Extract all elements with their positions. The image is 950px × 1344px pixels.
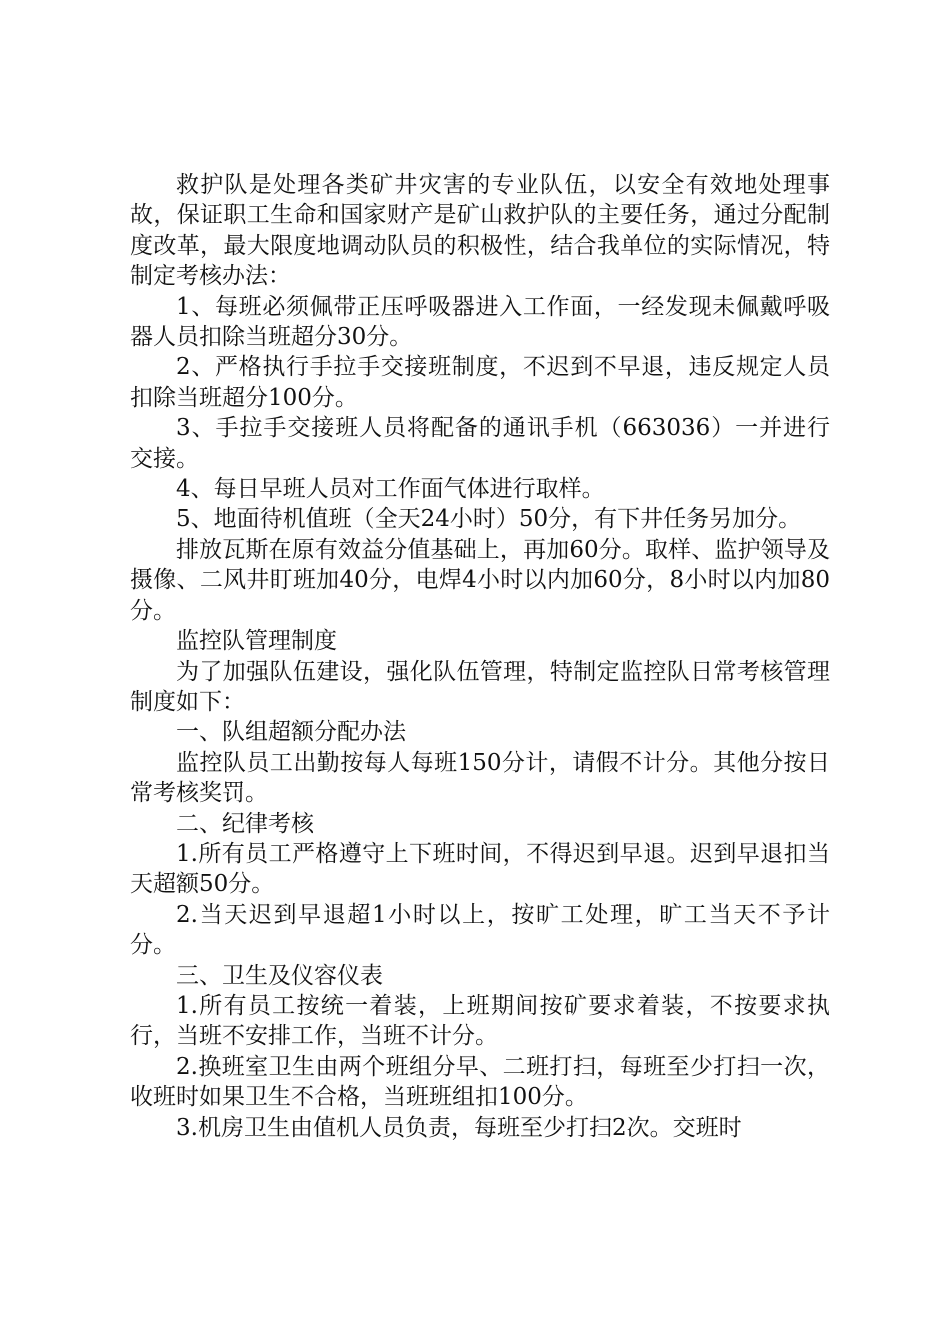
rule-5-paragraph: 5、地面待机值班（全天24小时）50分，有下井任务另加分。 xyxy=(176,506,802,533)
gas-bonus-paragraph: 排放瓦斯在原有效益分值基础上，再加60分。取样、监护领导及摄像、二风井盯班加40分，电焊4小时以内加60分，8小时以内加80分。 xyxy=(130,536,830,624)
rule-2-paragraph: 2、严格执行手拉手交接班制度，不迟到不早退，违反规定人员扣除当班超分100分。 xyxy=(130,354,830,411)
discipline-2-paragraph: 2.当天迟到早退超1小时以上，按旷工处理，旷工当天不予计分。 xyxy=(130,901,830,959)
quota-paragraph: 监控队员工出勤按每人每班150分计，请假不计分。其他分按日常考核奖罚。 xyxy=(130,749,830,807)
heading-hygiene-appearance: 三、卫生及仪容仪表 xyxy=(176,962,383,989)
intro-paragraph: 救护队是处理各类矿井灾害的专业队伍，以安全有效地处理事故，保证职工生命和国家财产是矿山救护队的主要任务，通过分配制度改革，最大限度地调动队员的积极性，结合我单位的实际情况，特制定考核办法： xyxy=(130,172,830,290)
section-title-monitoring: 监控队管理制度 xyxy=(176,628,337,655)
hygiene-1-paragraph: 1.所有员工按统一着装，上班期间按矿要求着装，不按要求执行，当班不安排工作，当班不计分。 xyxy=(130,992,830,1050)
heading-discipline: 二、纪律考核 xyxy=(176,810,314,837)
rule-1-paragraph: 1、每班必须佩带正压呼吸器进入工作面，一经发现未佩戴呼吸器人员扣除当班超分30分。 xyxy=(130,293,830,351)
hygiene-2-paragraph: 2.换班室卫生由两个班组分早、二班打扫，每班至少打扫一次，收班时如果卫生不合格，当班班组扣100分。 xyxy=(130,1053,830,1111)
monitoring-intro-paragraph: 为了加强队伍建设，强化队伍管理，特制定监控队日常考核管理制度如下： xyxy=(130,658,830,715)
hygiene-3-paragraph: 3.机房卫生由值机人员负责，每班至少打扫2次。交班时 xyxy=(176,1114,742,1141)
document-body xyxy=(130,170,830,1143)
rule-3-paragraph: 3、手拉手交接班人员将配备的通讯手机（663036）一并进行交接。 xyxy=(130,415,830,472)
heading-quota-allocation: 一、队组超额分配办法 xyxy=(176,719,406,746)
rule-4-paragraph: 4、每日早班人员对工作面气体进行取样。 xyxy=(176,476,605,503)
discipline-1-paragraph: 1.所有员工严格遵守上下班时间，不得迟到早退。迟到早退扣当天超额50分。 xyxy=(130,840,830,898)
